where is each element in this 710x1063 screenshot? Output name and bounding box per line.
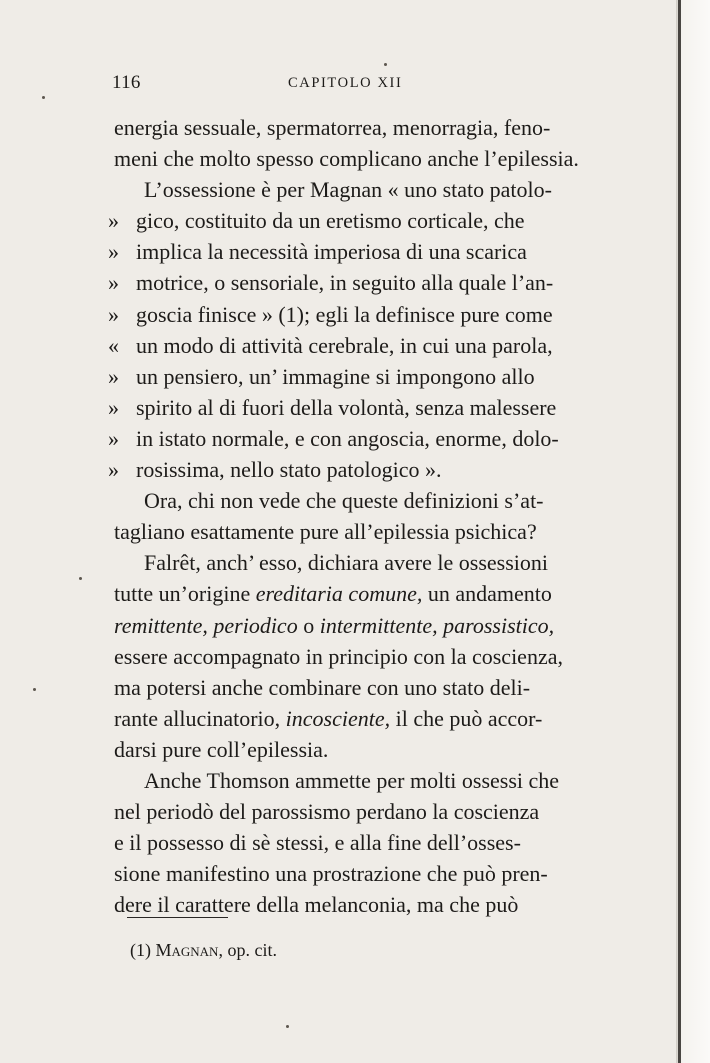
page-gutter [676,0,710,1063]
guillemet-mark: » [108,394,119,420]
paper-speck [79,577,82,580]
footnote-ref: op. cit. [227,940,277,960]
italic-run: ereditaria comune, [255,581,423,607]
paper-speck [384,63,387,66]
footnote-number: (1) [130,940,151,960]
quoted-line [108,299,594,330]
text-line: ma potersi anche combinare con uno stato deli- [114,674,531,700]
text-line: nel periodò del parossismo perdano la coscienza [114,799,540,825]
text-line: gico, costituito da un eretismo corticale, che [136,208,525,234]
guillemet-mark: » [108,301,119,327]
guillemet-mark: » [108,457,119,483]
quoted-line [108,361,594,392]
text-line: Anche Thomson ammette per molti ossessi che [144,767,560,793]
text-run: il che può accor- [390,705,543,731]
text-line: motrice, o sensoriale, in seguito alla quale l’an- [136,270,554,296]
text-line: Falrêt, anch’ esso, dichiara avere le ossessioni [144,550,549,576]
quoted-line [108,392,594,423]
text-line: goscia finisce » (1); egli la definisce pure come [136,301,553,327]
paper-speck [42,96,45,99]
footnote [130,940,277,961]
text-run: rante allucinatorio, [114,705,286,731]
guillemet-mark: » [108,208,119,234]
running-title: CAPITOLO XII [288,75,403,91]
text-line: rosissima, nello stato patologico ». [136,457,442,483]
text-line-mixed [114,578,594,609]
quoted-line [108,205,594,236]
italic-run: intermittente, parossistico, [319,612,555,638]
text-line-mixed [114,610,594,641]
quoted-line [108,267,594,298]
text-line: darsi pure coll’epilessia. [114,736,329,762]
quoted-line [108,330,594,361]
paper-speck [33,688,36,691]
guillemet-mark: » [108,239,119,265]
text-line: dere il carattere della melanconia, ma che può [114,892,519,918]
footnote-author: Magnan, [155,940,223,960]
text-run: un andamento [422,581,552,607]
text-line: implica la necessità imperiosa di una scarica [136,239,527,265]
paragraph-start [114,547,594,578]
text-line: L’ossessione è per Magnan « uno stato patolo- [144,177,552,203]
text-run: tutte un’origine [114,581,256,607]
text-line: sione manifestino una prostrazione che può pren- [114,861,548,887]
paragraph-start [114,174,594,205]
guillemet-mark: « [108,332,119,358]
text-line: essere accompagnato in principio con la coscienza, [114,643,563,669]
paper-speck [286,1025,289,1028]
body-text [108,112,594,920]
quoted-line [108,236,594,267]
text-line: tagliano esattamente pure all’epilessia psichica? [114,519,537,545]
quoted-line [108,454,594,485]
paragraph-start [114,765,594,796]
italic-run: remittente, periodico [114,612,298,638]
footnote-rule [127,917,228,918]
text-line: meni che molto spesso complicano anche l’epilessia. [114,146,579,172]
page-header [112,72,592,102]
guillemet-mark: » [108,363,119,389]
quoted-line [108,423,594,454]
text-line: e il possesso di sè stessi, e alla fine dell’osses- [114,830,521,856]
page-number: 116 [112,72,141,93]
text-line: spirito al di fuori della volontà, senza malessere [136,394,557,420]
gutter-shadow-line [678,0,681,1063]
text-line: Ora, chi non vede che queste definizioni s’at- [144,488,544,514]
text-run: o [297,612,320,638]
italic-run: incosciente, [285,705,391,731]
text-line: energia sessuale, spermatorrea, menorragia, feno- [114,115,551,140]
text-line-mixed [114,703,594,734]
guillemet-mark: » [108,270,119,296]
paragraph-start [114,485,594,516]
text-line: un pensiero, un’ immagine si impongono allo [136,363,535,389]
guillemet-mark: » [108,425,119,451]
text-line: un modo di attività cerebrale, in cui una parola, [136,332,553,358]
text-line: in istato normale, e con angoscia, enorme, dolo- [136,425,559,451]
